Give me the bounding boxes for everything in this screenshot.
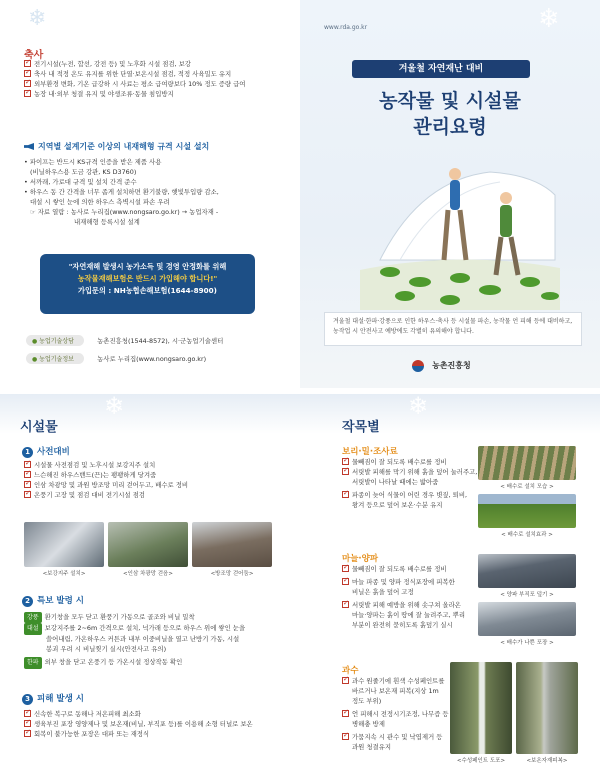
insurance-box [40, 254, 255, 314]
list-item: ✓가뭄지속 시 관수 및 낙엽제거 등 [342, 733, 442, 743]
snowflake-icon: ❄ [28, 6, 47, 31]
garlic-list [342, 565, 482, 631]
list-item: ✓물빼짐이 잘 되도록 배수로를 정비 [342, 565, 482, 575]
barley-title: 보리·밀·조사료 [342, 447, 398, 457]
list-item: ✓서릿발 피해를 막기 위해 흙을 덮어 눌러주고, [342, 468, 482, 478]
s1-photo-1 [24, 522, 104, 577]
list-item: 내재해형 등록시설 설계 [74, 217, 140, 226]
cover-url: www.rda.go.kr [324, 24, 368, 31]
cover-desc: 겨울철 대설·한파·강풍으로 인한 하우스·축사 등 시설물 파손, 농작물 언 피해 등에 대비하고, 농작업 시 안전사고 예방에도 각별히 유의해야 합니다. [333, 318, 573, 335]
list-item: 대설 보강지주를 2~6m 간격으로 설치, 넉가래 등으로 하우스 위에 쌓인 눈을 [24, 623, 296, 634]
photo-caption: <보온자재피복> [526, 758, 568, 764]
barley-list [342, 458, 482, 511]
photo-caption: <인삼 차광망 걷음> [123, 571, 173, 577]
list-item: 과원 청결유지 [352, 742, 392, 751]
list-item: ✓물빼짐이 잘 되도록 배수로를 정비 [342, 458, 482, 468]
list-item: ✓회복이 불가능한 포장은 대파 또는 재정식 [24, 730, 296, 740]
garlic-title: 마늘·양파 [342, 554, 379, 564]
fruit-photo-2 [516, 662, 578, 764]
crops-title: 작목별 [342, 420, 380, 435]
insurance-line-2: 농작물재해보험은 반드시 가입해야 합니다!" [77, 273, 218, 283]
cover-title-2: 관리요령 [413, 116, 487, 138]
facilities-panel [0, 394, 300, 775]
list-item: 정도 부위) [352, 696, 382, 705]
list-item: 강풍 환기창을 모두 닫고 환풍기 가동으로 골조와 비닐 밀착 [24, 612, 296, 623]
cover-title-1: 농작물 및 시설물 [379, 90, 521, 112]
list-item: ☞ 자료 열람 : 농사로 누리집(www.nongsaro.go.kr) → 농업자재 - [30, 207, 219, 216]
s2-header: 2 특보 발령 시 [22, 594, 84, 607]
fruit-list [342, 677, 449, 752]
list-item: ✓전기시설(누전, 합선, 강전 등) 및 노후화 시설 점검, 보강 [24, 60, 292, 70]
livestock-title: 축사 [24, 50, 44, 61]
snowflake-icon: ❄ [408, 392, 429, 420]
photo-caption: < 배수가 나쁜 포장 > [500, 640, 554, 646]
rda-logo [412, 355, 471, 374]
photo-caption: <수성페인트 도포> [456, 758, 506, 764]
list-item: 마늘·양파는 흙이 땅에 잘 눌려주고, 뿌리 [352, 610, 465, 619]
snowflake-icon: ❄ [104, 392, 125, 420]
snowflake-icon: ❄ [538, 4, 560, 34]
leaf-icon: ● [32, 338, 38, 345]
list-item: ✓느슨해진 하우스밴드(끈)는 팽팽하게 당겨줌 [24, 471, 294, 481]
regional-list [24, 158, 294, 227]
list-item: • 하우스 동 간 간격을 너무 좁게 설치하면 환기불량, 햇빛투입량 감소, [24, 187, 219, 196]
list-item: ✓파종이 늦어 식물이 어린 경우 볏짚, 퇴비, [342, 491, 482, 501]
s3-header: 3 피해 발생 시 [22, 692, 84, 705]
list-item: 왕겨 등으로 덮어 보온·수분 유지 [352, 500, 443, 509]
consult-badge: ● 농업기술상담 [26, 335, 84, 346]
taegeuk-icon [412, 360, 424, 372]
s1-list [24, 461, 294, 501]
list-item: ✓인삼 차광망 및 과원 방조망 미리 걷어두고, 배수로 정비 [24, 481, 294, 491]
barley-photo-1 [478, 446, 576, 490]
list-item: ✓온풍기 고장 및 점검 대비 전기시설 점검 [24, 491, 294, 501]
contact-row-info [26, 346, 286, 365]
list-item: ✓생육부진 포장 영양제나 및 보온재(비닐, 부직포 등)를 이용해 소형 터널로 보온 [24, 720, 296, 730]
list-item: 비닐은 흙을 덮어 고정 [352, 587, 414, 596]
list-item: 쓸어내림, 가온하우스 커튼과 내부 이중비닐을 열고 난방기 가동, 시설 [46, 634, 240, 643]
insurance-line-1: "자연재해 발생시 농가소득 및 경영 안정화를 위해 [68, 262, 227, 271]
list-item: (비닐하우스용 도금 강관, KS D3760) [30, 167, 137, 176]
megaphone-icon [24, 143, 34, 150]
fruit-title: 과수 [342, 666, 359, 676]
list-item: ✓마늘 파종 및 양파 정식포장에 피복한 [342, 578, 482, 588]
crops-panel [300, 394, 600, 775]
list-item: ✓언 피해시 전정시기조정, 나무즙 등 [342, 710, 442, 720]
list-item: ✓외부환경 변화, 기온 급강하 시 사료는 평소 급여량보다 10% 정도 증량 급여 [24, 80, 292, 90]
cover-ribbon: 겨울철 자연재난 대비 [352, 60, 530, 78]
info-text: 농사로 누리집(www.nongsaro.go.kr) [97, 355, 207, 363]
list-item: 바르거나 보온재 피복(지상 1m [352, 686, 439, 695]
leaf-icon: ● [32, 356, 38, 363]
list-item: 대설 시 쌓인 눈에 의한 하우스 측벽시설 파손 우려 [30, 197, 170, 206]
list-item: ✓신속한 복구로 동해나 저온피해 최소화 [24, 710, 296, 720]
photo-caption: <보강지주 설치> [42, 571, 86, 577]
photo-caption: < 양파 부직포 덮기 > [500, 592, 554, 598]
left-top-panel [0, 0, 300, 388]
photo-caption: < 배수로 설치효과 > [501, 532, 553, 538]
list-item: ✓축사 내 적정 온도 유지를 위한 단열·보온시설 점검, 적정 사육밀도 유지 [24, 70, 292, 80]
list-item: 부분이 완전히 묻히도록 흙덮기 실시 [352, 620, 453, 629]
s2-list [24, 612, 296, 669]
facilities-title: 시설물 [20, 420, 58, 435]
org-name: 농촌진흥청 [432, 361, 471, 370]
livestock-list [24, 60, 292, 100]
photo-caption: <방조망 걷어둠> [210, 571, 254, 577]
fruit-photo-1 [450, 662, 512, 764]
garlic-photo-1 [478, 554, 576, 598]
list-item: • 파이프는 반드시 KS규격 인증을 받은 제품 사용 [24, 158, 162, 166]
s1-photo-3 [192, 522, 272, 577]
s1-header: 1 사전대비 [22, 445, 70, 458]
insurance-contact: 가입문의 : NH농협손해보험(1644-8900) [78, 285, 217, 295]
cover-desc-box [324, 312, 582, 346]
list-item: ✓서릿발 피해 예방을 위해 솟구쳐 올라온 [342, 601, 482, 611]
greenhouse-illustration [360, 150, 560, 310]
list-item: ✓과수 원줄기에 흰색 수성페인트를 [342, 677, 442, 687]
list-item: 봉괴 우려 시 비닐찢기 실시(안전사고 유의) [46, 644, 167, 653]
list-item: 병해충 방제 [352, 719, 385, 728]
list-item: 서릿발이 나타날 때에는 밟아줌 [352, 477, 439, 486]
list-item: ✓시설물 사전점검 및 노후시설 보강지주 설치 [24, 461, 294, 471]
barley-photo-2 [478, 494, 576, 538]
garlic-photo-2 [478, 602, 576, 646]
s1-photo-2 [108, 522, 188, 577]
list-item: 한파 외부 창을 닫고 온풍기 등 가온시설 정상작동 확인 [24, 657, 296, 668]
list-item: ✓농장 내·외부 청결 유지 및 야생조류·동물 침입방지 [24, 90, 292, 100]
photo-caption: < 배수로 설치 모습 > [500, 484, 554, 490]
cover-panel [300, 0, 600, 388]
regional-title: 지역별 설계기준 이상의 내재해형 규격 시설 설치 [38, 142, 210, 151]
consult-text: 농촌진흥청(1544-8572), 시·군농업기술센터 [97, 337, 224, 345]
contact-row-consult [26, 328, 286, 347]
s3-list [24, 710, 296, 740]
info-badge: ● 농업기술정보 [26, 353, 84, 364]
list-item: • 서까래, 가로대 규격 및 설치 간격 준수 [24, 177, 137, 186]
